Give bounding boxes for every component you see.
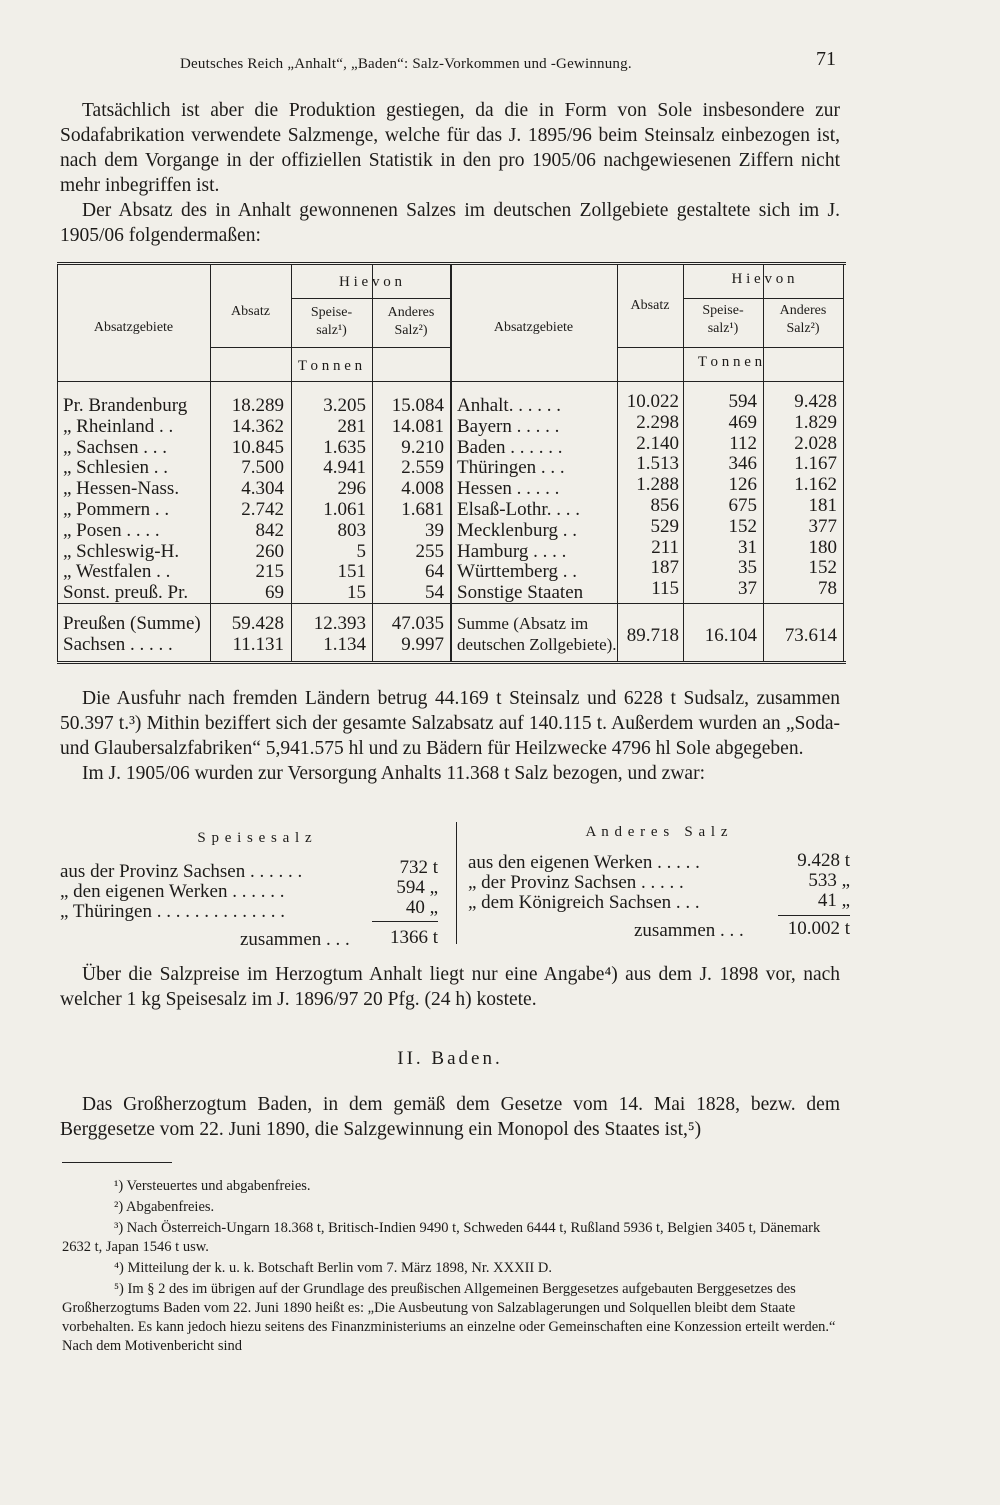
left-row-speise: 1.635	[323, 436, 366, 458]
right-row-anderes: 181	[808, 495, 837, 516]
right-row-speise: 346	[728, 453, 757, 475]
right-row-absatz: 1.288	[636, 474, 679, 496]
right-row-speise: 112	[729, 432, 757, 454]
right-row-speise: 594	[728, 391, 757, 412]
left-row-anderes: 4.008	[401, 478, 444, 500]
col-head-absatzgebiete: Absatzgebiete	[93, 320, 174, 335]
col-head-absatzgebiete-right: Absatzgebiete	[493, 320, 574, 335]
right-row-absatz: 115	[651, 578, 679, 600]
right-row-speise: 126	[728, 474, 757, 496]
left-row-gebiet: „ Schlesien . .	[63, 457, 169, 479]
running-header: Deutsches Reich „Anhalt“, „Baden“: Salz-Vorkommen und -Gewinnung.	[180, 56, 632, 72]
left-row-absatz: 18.289	[231, 395, 284, 416]
left-row-anderes: 15.084	[391, 395, 444, 416]
footnote-5: ⁵) Im § 2 des im übrigen auf der Grundlage des preußischen Allgemeinen Berggesetzes aufgebauten Berggesetzes des Großherzogtums Baden vom 22. Juni 1890 heißt es: „Die Ausbeutung von Salzablagerungen und Solquellen bleibt dem Staate vorbehalten. Es kann jedoch hiezu seitens des Finanzministeriums an einzelne oder Gemeinschaften eine Konzession erteilt werden.“ Nach dem Motivenbericht sind	[62, 1281, 836, 1354]
supply-left-label: „ den eigenen Werken . . . . . .	[60, 881, 285, 902]
col-head-tonnen: T o n n e n	[297, 358, 363, 374]
col-head-absatz: Absatz	[231, 304, 270, 319]
supply-left-sum-rule	[372, 921, 438, 922]
intro-paragraph-1: Tatsächlich ist aber die Produktion gestiegen, da die in Form von Sole insbesondere zur Sodafabrikation verwendete Salzmenge, welche für das J. 1895/96 beim Steinsalz einbezogen ist, nach dem Vorgange in der offiziellen Statistik in den pro 1905/06 nachgewiesenen Ziffern nicht mehr inbegriffen ist.	[60, 100, 840, 196]
intro-text	[60, 98, 840, 248]
supply-left-value: 40 „	[405, 897, 438, 918]
row-sachsen-anderes: 9.997	[401, 634, 444, 655]
supply-right-label: „ dem Königreich Sachsen . . .	[468, 892, 700, 913]
left-row-gebiet: Pr. Brandenburg	[63, 395, 188, 416]
left-row-speise: 281	[337, 415, 366, 437]
footnote-2: ²) Abgabenfreies.	[114, 1199, 215, 1215]
supply-right-value: 533 „	[808, 870, 850, 891]
right-row-anderes: 180	[808, 536, 837, 558]
supply-right-sum-rule	[778, 915, 850, 916]
left-row-absatz: 69	[265, 582, 284, 604]
right-row-speise: 675	[728, 495, 757, 516]
footnote-4: ⁴) Mitteilung der k. u. k. Botschaft Berlin vom 7. März 1898, Nr. XXXII D.	[114, 1260, 552, 1276]
baden-paragraph: Das Großherzogtum Baden, in dem gemäß dem Gesetze vom 14. Mai 1828, bezw. dem Berggesetze vom 22. Juni 1890, die Salzgewinnung ein Monopol des Staates ist,⁵)	[60, 1094, 840, 1140]
row-sachsen-gebiet: Sachsen . . . . .	[63, 634, 173, 655]
left-row-gebiet: „ Schleswig-H.	[63, 540, 180, 562]
left-row-absatz: 842	[255, 519, 284, 541]
supply-left-total-label: zusammen . . .	[240, 929, 350, 950]
col-head-speisesalz: Speise- salz¹)	[310, 305, 353, 338]
supply-right-value: 41 „	[817, 890, 850, 911]
right-row-speise: 152	[728, 515, 757, 537]
supply-left-label: „ Thüringen . . . . . . . . . . . . . .	[60, 901, 285, 922]
footnote-3: ³) Nach Österreich-Ungarn 18.368 t, Britisch-Indien 9490 t, Schweden 6444 t, Rußland 5936 t, Belgien 3405 t, Dänemark 2632 t, Japan 1546 t usw.	[62, 1220, 821, 1255]
left-row-gebiet: „ Sachsen . . .	[63, 436, 167, 458]
supply-intro-paragraph: Im J. 1905/06 wurden zur Versorgung Anhalts 11.368 t Salz bezogen, und zwar:	[82, 763, 705, 784]
col-head-hievon: H i e v o n	[339, 274, 402, 290]
footnote-1: ¹) Versteuertes und abgabenfreies.	[114, 1178, 311, 1194]
right-row-gebiet: Bayern . . . . .	[457, 415, 560, 437]
supply-right-total-label: zusammen . . .	[634, 920, 744, 941]
col-head-tonnen-right: T o n n e n	[697, 354, 763, 370]
row-summe-speise: 16.104	[704, 625, 757, 646]
intro-paragraph-2: Der Absatz des in Anhalt gewonnenen Salzes im deutschen Zollgebiete gestaltete sich im J. 1905/06 folgendermaßen:	[60, 200, 840, 246]
left-row-absatz: 7.500	[241, 457, 284, 479]
left-row-anderes: 39	[425, 519, 444, 541]
supply-right-label: aus den eigenen Werken . . . . .	[468, 852, 700, 873]
right-row-absatz: 187	[650, 557, 679, 579]
left-row-anderes: 14.081	[391, 415, 444, 437]
col-head-anderes-salz: Anderes Salz²)	[387, 305, 435, 338]
supply-head-speisesalz: S p e i s e s a l z	[197, 830, 313, 846]
left-row-absatz: 215	[255, 561, 284, 583]
baden-text	[60, 1092, 840, 1142]
right-row-anderes: 1.162	[794, 474, 837, 496]
section-title-baden: II. Baden.	[397, 1048, 503, 1069]
right-row-absatz: 2.298	[636, 411, 679, 433]
supply-head-anderes: A n d e r e s S a l z	[585, 824, 729, 840]
right-row-anderes: 1.167	[794, 453, 837, 475]
left-row-absatz: 4.304	[241, 478, 284, 500]
row-sachsen-absatz: 11.131	[232, 634, 284, 655]
left-row-anderes: 255	[415, 540, 444, 562]
left-row-gebiet: „ Posen . . . .	[63, 519, 160, 541]
absatz-table	[57, 262, 846, 664]
supply-right-label: „ der Provinz Sachsen . . . . .	[468, 872, 684, 893]
left-row-absatz: 2.742	[241, 499, 284, 520]
left-row-anderes: 1.681	[401, 499, 444, 520]
right-row-gebiet: Thüringen . . .	[457, 457, 565, 479]
footnote-rule	[62, 1162, 172, 1163]
row-preussen-anderes: 47.035	[391, 613, 444, 634]
supply-left-value: 594 „	[396, 877, 438, 898]
left-row-speise: 296	[337, 478, 366, 500]
right-row-speise: 469	[728, 411, 757, 433]
left-row-anderes: 64	[425, 561, 444, 583]
right-row-speise: 35	[738, 557, 757, 579]
row-preussen-speise: 12.393	[313, 613, 366, 634]
supply-left-total-value: 1366 t	[389, 927, 438, 948]
export-paragraph: Die Ausfuhr nach fremden Ländern betrug 44.169 t Steinsalz und 6228 t Sudsalz, zusammen 50.397 t.³) Mithin beziffert sich der gesamte Salzabsatz auf 140.115 t. Außerdem wurden an „Soda- und Glaubersalzfabriken“ 5,941.575 hl und zu Bädern für Heilzwecke 4796 hl Sole abgegeben.	[60, 688, 840, 759]
left-row-gebiet: Sonst. preuß. Pr.	[63, 582, 189, 604]
right-row-absatz: 856	[650, 495, 679, 516]
left-row-speise: 1.061	[323, 499, 366, 520]
left-row-absatz: 260	[255, 540, 284, 562]
right-row-anderes: 9.428	[794, 391, 837, 412]
left-row-speise: 5	[356, 540, 366, 562]
right-row-anderes: 78	[818, 578, 837, 600]
left-row-speise: 803	[337, 519, 366, 541]
supply-left-value: 732 t	[399, 857, 438, 878]
right-row-gebiet: Mecklenburg . .	[457, 519, 577, 541]
export-text	[60, 686, 840, 786]
prices-text	[60, 962, 840, 1012]
left-row-speise: 3.205	[323, 395, 366, 416]
left-row-speise: 15	[347, 582, 366, 604]
left-row-gebiet: „ Westfalen . .	[63, 561, 171, 583]
col-head-absatz-right: Absatz	[630, 298, 670, 313]
row-summe-label-2: deutschen Zollgebiete).	[457, 635, 617, 654]
left-row-absatz: 14.362	[231, 415, 284, 437]
supply-left-label: aus der Provinz Sachsen . . . . . .	[60, 861, 303, 882]
right-row-absatz: 10.022	[626, 391, 679, 412]
left-row-speise: 151	[337, 561, 366, 583]
right-row-absatz: 211	[651, 536, 679, 558]
right-row-absatz: 529	[650, 515, 679, 537]
row-sachsen-speise: 1.134	[323, 634, 366, 655]
left-row-gebiet: „ Pommern . .	[63, 499, 170, 520]
page-number: 71	[816, 48, 836, 70]
right-row-gebiet: Anhalt. . . . . .	[457, 395, 561, 416]
footnotes	[62, 1177, 852, 1358]
row-preussen-absatz: 59.428	[231, 613, 284, 634]
left-row-speise: 4.941	[323, 457, 366, 479]
left-row-anderes: 9.210	[401, 436, 444, 458]
prices-paragraph: Über die Salzpreise im Herzogtum Anhalt liegt nur eine Angabe⁴) aus dem J. 1898 vor, nach welcher 1 kg Speisesalz im J. 1896/97 20 Pfg. (24 h) kostete.	[60, 964, 840, 1010]
right-row-gebiet: Hessen . . . . .	[457, 478, 560, 500]
right-row-anderes: 377	[808, 515, 837, 537]
right-row-gebiet: Württemberg . .	[457, 561, 577, 583]
supply-right-total-value: 10.002 t	[787, 918, 850, 939]
left-row-gebiet: „ Hessen-Nass.	[63, 478, 180, 500]
right-row-gebiet: Elsaß-Lothr. . . .	[457, 499, 580, 520]
col-head-speisesalz-right: Speise- salz¹)	[702, 303, 744, 336]
right-row-anderes: 2.028	[794, 432, 837, 454]
left-row-anderes: 2.559	[401, 457, 444, 479]
supply-divider	[456, 822, 457, 944]
row-preussen-gebiet: Preußen (Summe)	[63, 613, 201, 634]
col-head-hievon-right: H i e v o n	[731, 271, 795, 287]
right-row-speise: 31	[738, 536, 757, 558]
left-row-anderes: 54	[425, 582, 444, 604]
left-row-absatz: 10.845	[231, 436, 284, 458]
right-row-gebiet: Baden . . . . . .	[457, 436, 563, 458]
right-row-absatz: 1.513	[636, 453, 679, 475]
right-row-anderes: 1.829	[794, 411, 837, 433]
row-summe-absatz: 89.718	[626, 625, 679, 646]
left-row-gebiet: „ Rheinland . .	[63, 415, 174, 437]
row-summe-anderes: 73.614	[784, 625, 837, 646]
row-summe-label-1: Summe (Absatz im	[457, 614, 589, 633]
col-head-anderes-salz-right: Anderes Salz²)	[779, 303, 827, 336]
right-row-gebiet: Sonstige Staaten	[457, 582, 584, 604]
right-row-anderes: 152	[808, 557, 837, 579]
right-row-absatz: 2.140	[636, 432, 679, 454]
right-row-speise: 37	[738, 578, 757, 600]
supply-right-value: 9.428 t	[797, 850, 850, 871]
right-row-gebiet: Hamburg . . . .	[457, 540, 567, 562]
